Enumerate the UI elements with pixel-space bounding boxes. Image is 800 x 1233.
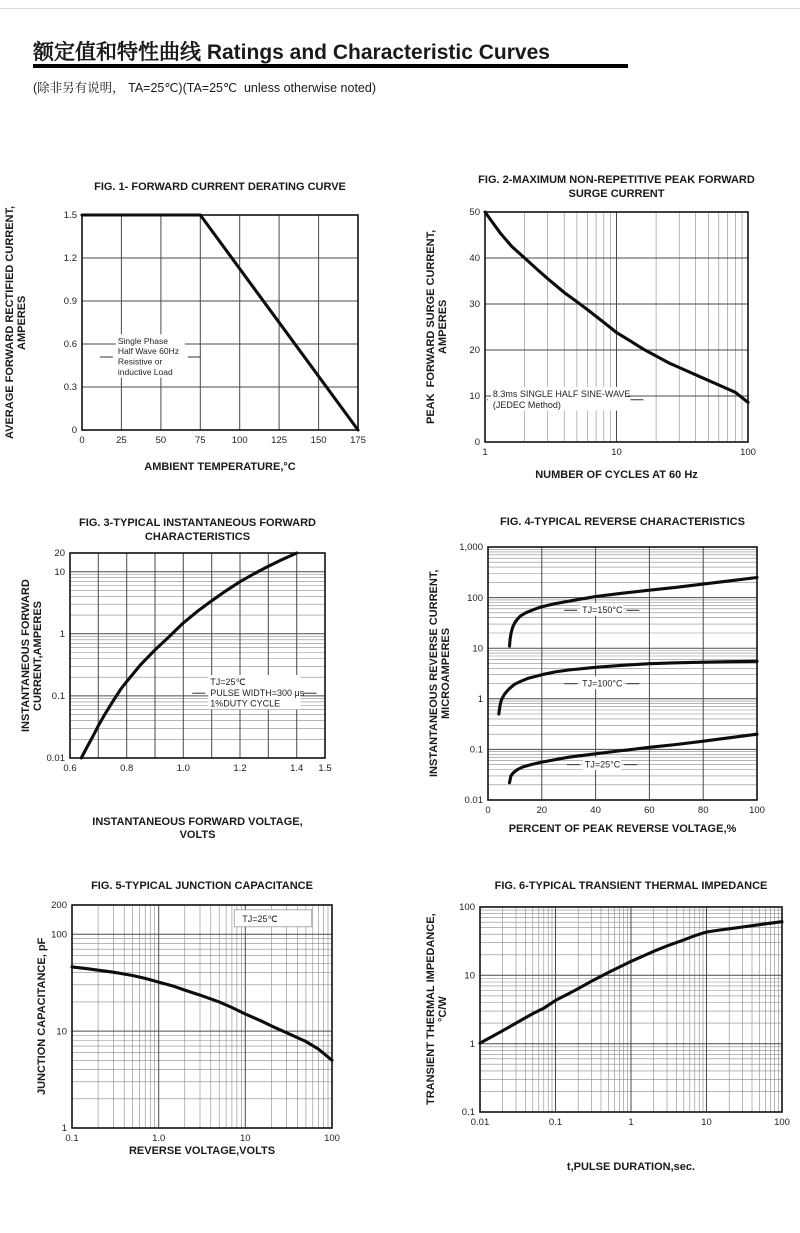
svg-text:10: 10 — [54, 566, 65, 578]
fig3-plot — [30, 517, 339, 842]
fig2-x-axis-label: NUMBER OF CYCLES AT 60 Hz — [535, 468, 698, 481]
svg-text:TJ=100°C: TJ=100°C — [582, 678, 623, 689]
svg-text:1.5: 1.5 — [318, 763, 332, 774]
svg-text:10: 10 — [240, 1133, 251, 1144]
fig5-plot — [32, 880, 346, 1158]
svg-text:1.0: 1.0 — [152, 1133, 166, 1144]
fig2-peak-forward-surge-current-chart — [425, 174, 762, 482]
svg-text:0.1: 0.1 — [548, 1117, 563, 1128]
fig1-x-axis-label: AMBIENT TEMPERATURE,°C — [144, 460, 296, 473]
fig6-y-axis-label: TRANSIENT THERMAL IMPEDANCE, °C/W — [425, 913, 449, 1106]
svg-text:1,000: 1,000 — [459, 542, 483, 554]
svg-text:1.0: 1.0 — [176, 763, 190, 774]
svg-text:80: 80 — [697, 805, 709, 816]
svg-text:TJ=150°C: TJ=150°C — [582, 604, 623, 615]
svg-text:30: 30 — [469, 299, 480, 311]
fig3-y-axis-label: INSTANTANEOUS FORWARD CURRENT,AMPERES — [20, 579, 44, 732]
fig2-y-axis-label: PEAK FORWARD SURGE CURRENT, AMPERES — [425, 229, 449, 425]
svg-text:125: 125 — [271, 435, 288, 446]
svg-text:1.5: 1.5 — [63, 210, 77, 222]
fig3-title: FIG. 3-TYPICAL INSTANTANEOUS FORWARD CHARACTERISTICS — [79, 517, 316, 543]
svg-text:60: 60 — [644, 805, 655, 816]
svg-text:100: 100 — [749, 805, 765, 816]
svg-text:40: 40 — [590, 805, 601, 816]
svg-text:25: 25 — [116, 435, 127, 446]
svg-text:100: 100 — [459, 902, 475, 914]
fig4-x-axis-label: PERCENT OF PEAK REVERSE VOLTAGE,% — [508, 822, 737, 835]
fig6-title: FIG. 6-TYPICAL TRANSIENT THERMAL IMPEDANCE — [494, 880, 768, 892]
svg-text:Half Wave 60Hz: Half Wave 60Hz — [117, 346, 179, 357]
svg-text:1: 1 — [59, 629, 65, 640]
svg-text:0: 0 — [485, 805, 491, 816]
fig5-x-axis-label: REVERSE VOLTAGE,VOLTS — [128, 1144, 276, 1157]
svg-text:100: 100 — [774, 1117, 790, 1128]
title-underline — [33, 64, 628, 68]
page-title: 额定值和特性曲线 Ratings and Characteristic Curves — [33, 41, 550, 64]
fig5-typical-junction-capacitance-chart — [32, 880, 346, 1158]
svg-text:0.6: 0.6 — [63, 339, 77, 351]
svg-text:1%DUTY CYCLE: 1%DUTY CYCLE — [210, 698, 281, 709]
fig4-title: FIG. 4-TYPICAL REVERSE CHARACTERISTICS — [500, 516, 745, 528]
svg-text:0.1: 0.1 — [469, 744, 483, 756]
svg-text:150: 150 — [310, 435, 327, 446]
svg-text:10: 10 — [611, 447, 622, 458]
fig4-typical-reverse-characteristics-chart — [428, 516, 771, 836]
svg-text:0.1: 0.1 — [51, 691, 65, 703]
svg-text:0.3: 0.3 — [63, 382, 77, 394]
fig6-transient-thermal-impedance-chart — [425, 880, 796, 1174]
fig1-forward-current-derating-chart — [4, 181, 372, 474]
svg-text:10: 10 — [472, 643, 483, 655]
svg-text:1: 1 — [477, 694, 483, 705]
fig5-title: FIG. 5-TYPICAL JUNCTION CAPACITANCE — [91, 880, 313, 892]
svg-text:1.2: 1.2 — [233, 763, 247, 774]
svg-text:Single Phase: Single Phase — [117, 335, 168, 346]
svg-text:0.1: 0.1 — [461, 1107, 475, 1119]
svg-text:1: 1 — [61, 1123, 67, 1135]
svg-text:(JEDEC Method): (JEDEC Method) — [492, 399, 561, 410]
svg-text:100: 100 — [740, 447, 756, 458]
svg-text:1.4: 1.4 — [290, 763, 304, 774]
svg-text:10: 10 — [56, 1026, 67, 1038]
svg-text:50: 50 — [155, 435, 167, 446]
svg-text:TJ=25℃: TJ=25℃ — [242, 913, 278, 924]
svg-text:10: 10 — [701, 1117, 712, 1128]
svg-text:100: 100 — [467, 592, 483, 604]
svg-text:0.1: 0.1 — [65, 1133, 79, 1144]
svg-text:1: 1 — [482, 447, 488, 458]
svg-text:Resistive or: Resistive or — [117, 356, 163, 367]
page-top-divider — [0, 8, 800, 9]
svg-text:0.01: 0.01 — [46, 753, 65, 765]
svg-text:175: 175 — [350, 435, 366, 446]
svg-text:20: 20 — [469, 345, 480, 357]
fig3-x-axis-label: INSTANTANEOUS FORWARD VOLTAGE, VOLTS — [92, 815, 303, 841]
page-subtitle: (除非另有说明， TA=25℃)(TA=25℃ unless otherwise noted) — [33, 81, 376, 95]
svg-text:0: 0 — [79, 435, 85, 446]
svg-text:PULSE WIDTH=300 μs: PULSE WIDTH=300 μs — [210, 687, 305, 698]
fig6-plot — [440, 880, 796, 1174]
svg-text:100: 100 — [324, 1133, 340, 1144]
fig4-plot — [448, 516, 771, 836]
fig1-plot — [42, 181, 372, 474]
fig2-plot — [445, 174, 762, 482]
svg-text:20: 20 — [536, 805, 548, 816]
svg-text:inductive Load: inductive Load — [117, 366, 173, 377]
fig2-title: FIG. 2-MAXIMUM NON-REPETITIVE PEAK FORWARD SURGE CURRENT — [478, 174, 755, 200]
fig5-y-axis-label: JUNCTION CAPACITANCE, pF — [36, 937, 48, 1096]
svg-text:TJ=25°C: TJ=25°C — [584, 759, 621, 770]
svg-text:50: 50 — [469, 207, 480, 219]
fig1-title: FIG. 1- FORWARD CURRENT DERATING CURVE — [94, 181, 346, 193]
svg-text:0.6: 0.6 — [63, 763, 77, 774]
svg-text:0.01: 0.01 — [470, 1117, 490, 1128]
svg-text:8.3ms SINGLE HALF SINE-WAVE: 8.3ms SINGLE HALF SINE-WAVE — [492, 388, 631, 399]
svg-text:1: 1 — [628, 1117, 634, 1128]
svg-text:1.2: 1.2 — [63, 253, 77, 265]
svg-text:0.9: 0.9 — [63, 296, 77, 308]
fig6-x-axis-label: t,PULSE DURATION,sec. — [566, 1160, 696, 1173]
svg-text:10: 10 — [469, 391, 480, 403]
svg-text:40: 40 — [469, 253, 480, 265]
fig1-y-axis-label: AVERAGE FORWARD RECTIFIED CURRENT, AMPERES — [4, 205, 28, 440]
svg-text:0: 0 — [71, 425, 77, 437]
svg-text:200: 200 — [51, 900, 67, 912]
svg-text:100: 100 — [231, 435, 248, 446]
svg-text:100: 100 — [51, 929, 67, 941]
svg-text:75: 75 — [195, 435, 206, 446]
fig4-y-axis-label: INSTANTANEOUS REVERSE CURRENT, MICROAMPERES — [428, 569, 452, 778]
svg-text:1: 1 — [469, 1038, 475, 1050]
svg-text:0.8: 0.8 — [120, 763, 134, 774]
svg-text:10: 10 — [464, 970, 475, 982]
svg-text:0.01: 0.01 — [464, 795, 483, 807]
svg-text:TJ=25℃: TJ=25℃ — [210, 677, 246, 687]
fig3-instantaneous-forward-characteristics-chart — [20, 517, 339, 842]
svg-text:20: 20 — [54, 548, 65, 560]
svg-text:0: 0 — [474, 437, 480, 449]
